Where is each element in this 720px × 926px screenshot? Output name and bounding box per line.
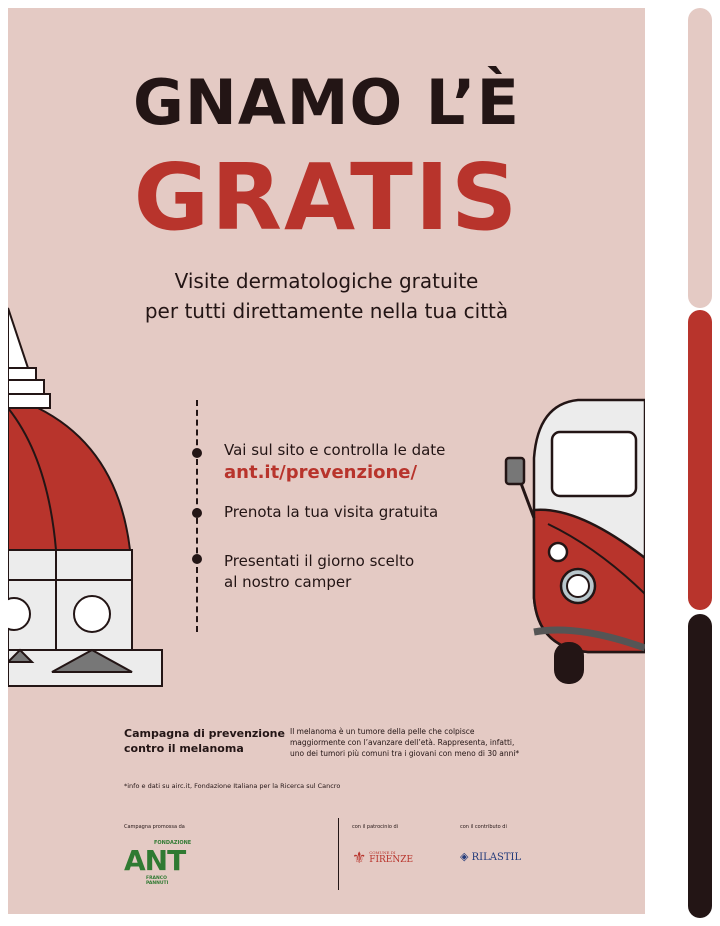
subtitle-line2: per tutti direttamente nella tua città — [144, 299, 509, 323]
ant-logo-bottom: FRANCO PANNUTI — [146, 876, 169, 886]
ant-logo-top: FONDAZIONE — [154, 840, 192, 846]
poster — [8, 8, 645, 914]
step-bullet — [192, 508, 202, 518]
campaign-text-line3: uno dei tumori più comuni tra i giovani con meno di 30 anni* — [290, 749, 520, 758]
decorative-bar-red — [688, 310, 712, 610]
fleur-de-lis-icon: ⚜ — [352, 848, 367, 867]
campaign-description — [290, 726, 550, 759]
rilastil-text: RILASTIL — [471, 852, 522, 863]
comune-firenze-logo — [352, 848, 413, 867]
campaign-text-line1: Il melanoma è un tumore della pelle che colpisce — [290, 727, 475, 736]
subtitle-line1: Visite dermatologiche gratuite — [174, 269, 479, 293]
ant-logo-main: ANT — [124, 844, 186, 877]
step-1: Vai sul sito e controlla le date — [224, 441, 446, 459]
decorative-bar-dark — [688, 614, 712, 918]
website-link[interactable]: ant.it/prevenzione/ — [224, 462, 418, 483]
diamond-icon: ◈ — [460, 850, 469, 863]
step-3 — [224, 551, 414, 593]
rilastil-logo — [460, 850, 521, 863]
footnote: *info e dati su airc.it, Fondazione Italiana per la Ricerca sul Cancro — [124, 782, 341, 790]
step-3-line2: al nostro camper — [224, 573, 352, 591]
step-2: Prenota la tua visita gratuita — [224, 503, 439, 521]
campaign-title-line1: Campagna di prevenzione — [124, 727, 285, 740]
contribution-label: con il contributo di — [460, 824, 507, 830]
duomo-dome-illustration — [8, 298, 168, 688]
campaign-text-line2: maggiormente con l’avanzare dell’età. Rappresenta, infatti, — [290, 738, 515, 747]
headline-line2: GRATIS — [133, 144, 520, 251]
camper-van-illustration — [498, 398, 645, 688]
campaign-title-line2: contro il melanoma — [124, 742, 244, 755]
promoted-by-label: Campagna promossa da — [124, 824, 185, 830]
step-bullet — [192, 554, 202, 564]
headline-line1: GNAMO L’È — [133, 66, 520, 139]
sponsor-divider — [338, 818, 339, 890]
patronage-label: con il patrocinio di — [352, 824, 399, 830]
step-bullet — [192, 448, 202, 458]
step-3-line1: Presentati il giorno scelto — [224, 552, 415, 570]
campaign-title — [124, 726, 285, 756]
firenze-text: FIRENZE — [369, 855, 414, 865]
decorative-bar-pink — [688, 8, 712, 308]
firenze-small-text: COMUNE DI — [369, 850, 396, 855]
